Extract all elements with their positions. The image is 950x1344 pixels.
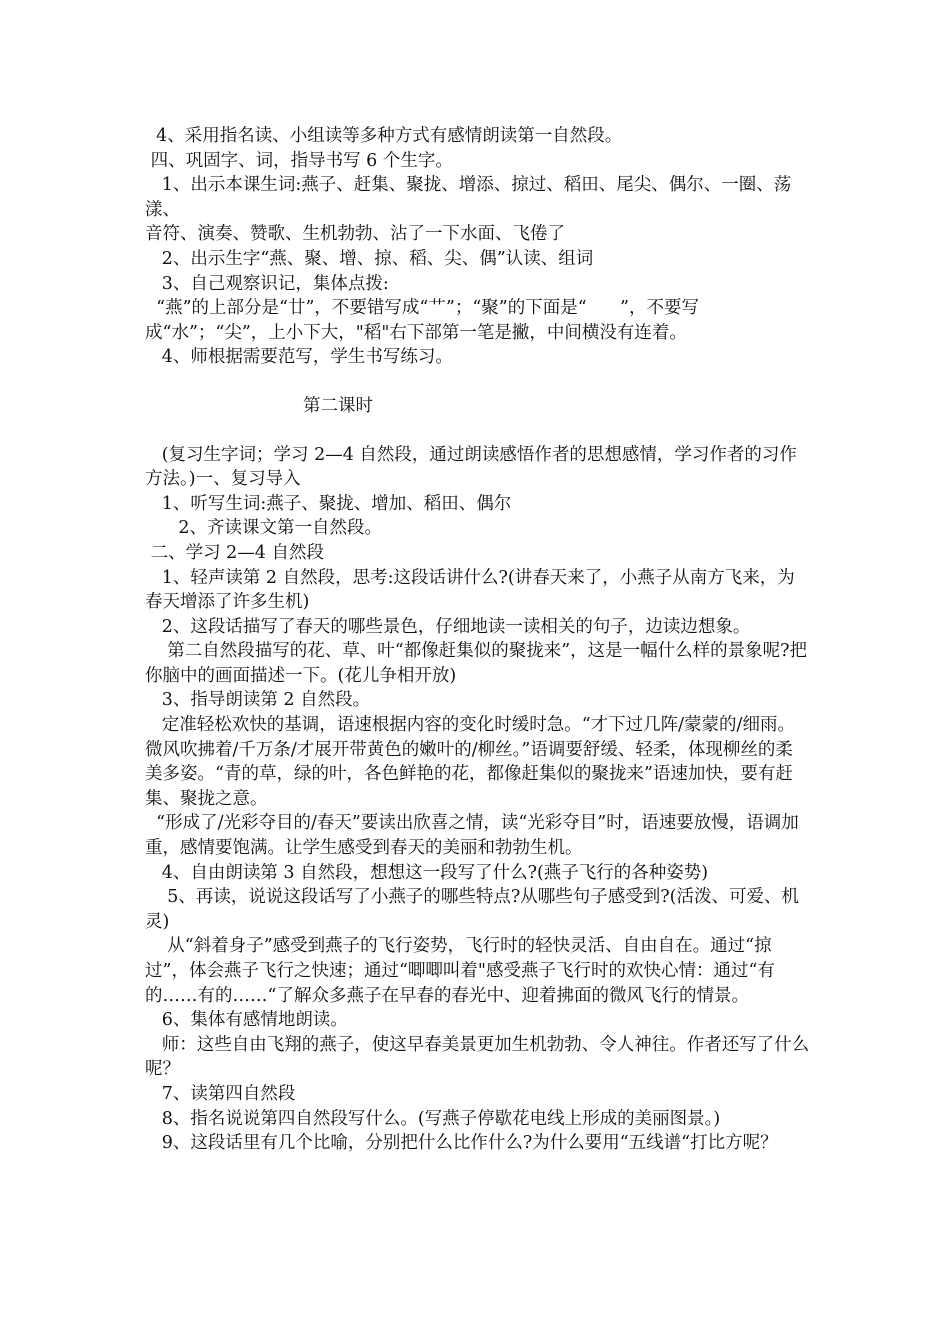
paragraph-19: 4、自由朗读第 3 自然段，想想这一段写了什么?(燕子飞行的各种姿势) xyxy=(145,862,709,883)
paragraph-18: “形成了/光彩夺目的/春天”要读出欣喜之情，读“光彩夺目”时，语速要放慢，语调加重，感情要饱满。让学生感受到春天的美丽和勃勃生机。 xyxy=(145,813,799,859)
paragraph-23: 师：这些自由飞翔的燕子，使这早春美景更加生机勃勃、令人神往。作者还写了什么呢？ xyxy=(145,1034,810,1080)
paragraph-26: 9、这段话里有几个比喻，分别把什么比作什么?为什么要用“五线谱“打比方呢？ xyxy=(145,1133,778,1154)
paragraph-8: 4、师根据需要范写，学生书写练习。 xyxy=(145,347,453,368)
paragraph-1: 4、采用指名读、小组读等多种方式有感情朗读第一自然段。 xyxy=(145,126,623,146)
paragraph-7: “燕”的上部分是“廿”，不要错写成“艹”；“聚”的下面是“ ”，不要写成“水”；“尖”，上小下大，"稻"右下部第一笔是撇，中间横没有连着。 xyxy=(145,298,699,343)
paragraph-13: 1、轻声读第 2 自然段，思考:这段话讲什么?(讲春天来了，小燕子从南方飞来，为春天增添了许多生机) xyxy=(145,567,795,613)
section-title: 第二课时 xyxy=(303,395,373,416)
paragraph-24: 7、读第四自然段 xyxy=(145,1083,296,1104)
paragraph-6: 3、自己观察识记，集体点拨: xyxy=(145,273,389,294)
paragraph-20: 5、再读，说说这段话写了小燕子的哪些特点?从哪些句子感受到?(活泼、可爱、机灵) xyxy=(145,887,799,932)
paragraph-2: 四、巩固字、词，指导书写 6 个生字。 xyxy=(145,150,453,171)
paragraph-21: 从“斜着身子”感受到燕子的飞行姿势，飞行时的轻快灵活、自由自在。通过“掠过”，体会燕子飞行之快速；通过“唧唧叫着"感受燕子飞行时的欢快心情：通过“有的……有的……“了解众多燕子在早春的春光中、迎着拂面的微风飞行的情景。 xyxy=(145,936,775,1006)
paragraph-11: 2、齐读课文第一自然段。 xyxy=(145,518,383,539)
paragraph-25: 8、指名说说第四自然段写什么。(写燕子停歇花电线上形成的美丽图景。) xyxy=(145,1108,721,1129)
paragraph-3: 1、出示本课生词:燕子、赶集、聚拢、增添、掠过、稻田、尾尖、偶尔、一圈、荡漾、 xyxy=(145,175,792,220)
paragraph-12: 二、学习 2—4 自然段 xyxy=(145,542,324,563)
paragraph-17: 定准轻松欢快的基调，语速根据内容的变化时缓时急。“才下过几阵/蒙蒙的/细雨。微风吹拂着/千万条/才展开带黄色的嫩叶的/柳丝。”语调要舒缓、轻柔，体现柳丝的柔美多姿。“青的草，绿的叶，各色鲜艳的花，都像赶集似的聚拢来”语速加快，要有赶集、聚拢之意。 xyxy=(145,715,795,809)
paragraph-16: 3、指导朗读第 2 自然段。 xyxy=(145,690,371,711)
paragraph-14: 2、这段话描写了春天的哪些景色，仔细地读一读相关的句子，边读边想象。 xyxy=(145,616,751,637)
spacer xyxy=(145,370,810,394)
paragraph-5: 2、出示生字“燕、聚、增、掠、稻、尖、偶”认读、组词 xyxy=(145,248,594,269)
document-body xyxy=(145,124,810,1156)
paragraph-4: 音符、演奏、赞歌、生机勃勃、沾了一下水面、飞倦了 xyxy=(145,224,565,245)
paragraph-10: 1、听写生词:燕子、聚拢、增加、稻田、偶尔 xyxy=(145,493,512,514)
paragraph-22: 6、集体有感情地朗读。 xyxy=(145,1010,348,1031)
paragraph-9: (复习生字词；学习 2—4 自然段，通过朗读感悟作者的思想感情，学习作者的习作方法。)一、复习导入 xyxy=(145,444,797,490)
paragraph-15: 第二自然段描写的花、草、叶“都像赶集似的聚拢来”，这是一幅什么样的景象呢?把你脑中的画面描述一下。(花儿争相开放) xyxy=(145,641,808,686)
spacer xyxy=(145,419,810,443)
